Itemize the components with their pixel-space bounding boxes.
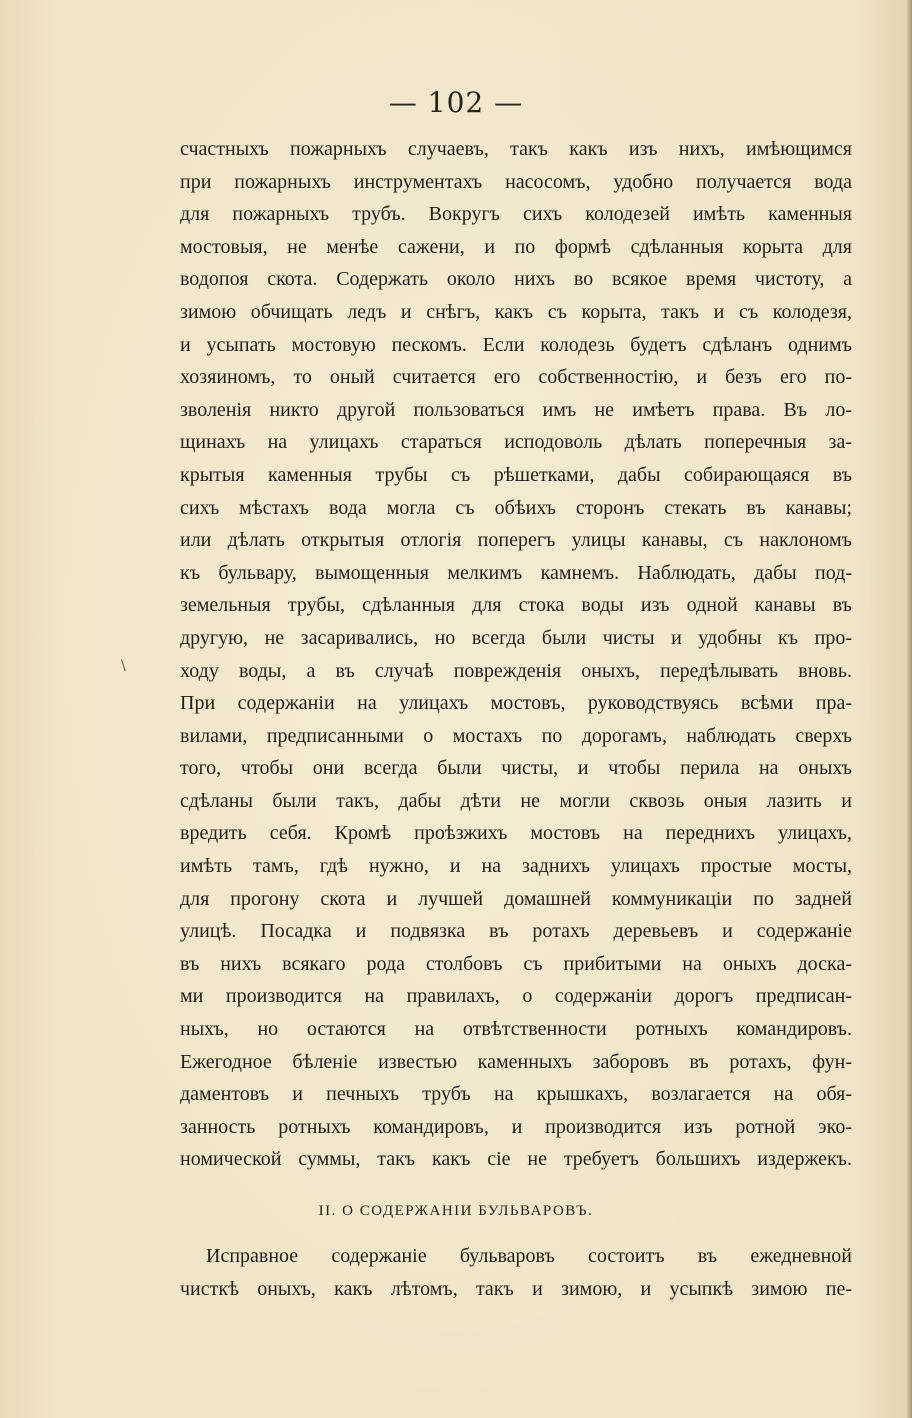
text-line: другую, не засаривались, но всегда были чисты и удобны къ про- — [180, 626, 852, 649]
section-heading: II. О СОДЕРЖАНІИ БУЛЬВАРОВЪ. — [318, 1203, 594, 1219]
margin-mark: \ — [121, 658, 126, 674]
text-line: имѣть тамъ, гдѣ нужно, и на заднихъ улицахъ простые мосты, — [180, 855, 852, 878]
text-line: хозяиномъ, то оный считается его собственностію, и безъ его по- — [180, 366, 852, 389]
section-text — [180, 1240, 852, 1306]
text-line: ныхъ, но остаются на отвѣтственности ротныхъ командировъ. — [180, 1018, 852, 1041]
text-line: зимою обчищать ледъ и снѣгъ, какъ съ корыта, такъ и съ колодезя, — [180, 300, 852, 323]
text-line: зволенія никто другой пользоваться имъ не имѣетъ права. Въ ло- — [180, 398, 852, 421]
body-text — [180, 133, 852, 1176]
text-line: для пожарныхъ трубъ. Вокругъ сихъ колодезей имѣть каменныя — [180, 203, 852, 226]
text-line: сдѣланы были такъ, дабы дѣти не могли сквозь оныя лазить и — [180, 789, 852, 812]
text-line: улицѣ. Посадка и подвязка въ ротахъ деревьевъ и содержаніе — [180, 920, 852, 943]
text-line: водопоя скота. Содержать около нихъ во всякое время чистоту, а — [180, 268, 852, 291]
text-line: вилами, предписанными о мостахъ по дорогамъ, наблюдать сверхъ — [180, 724, 852, 747]
text-line: при пожарныхъ инструментахъ насосомъ, удобно получается вода — [180, 170, 852, 193]
text-line: къ бульвару, вымощенныя мелкимъ камнемъ. Наблюдать, дабы под- — [180, 561, 852, 584]
text-line: счастныхъ пожарныхъ случаевъ, такъ какъ изъ нихъ, имѣющимся — [180, 138, 852, 160]
text-line: земельныя трубы, сдѣланныя для стока воды изъ одной канавы въ — [180, 594, 852, 617]
text-line: для прогону скота и лучшей домашней коммуникаціи по задней — [180, 887, 852, 910]
text-line: и усыпать мостовую пескомъ. Если колодезь будетъ сдѣланъ однимъ — [180, 333, 852, 356]
text-line: чисткѣ оныхъ, какъ лѣтомъ, такъ и зимою, и усыпкѣ зимою пе- — [180, 1278, 852, 1300]
text-line: ми производится на правилахъ, о содержаніи дорогъ предписан- — [180, 985, 852, 1008]
text-line: Ежегодное бѣленіе известью каменныхъ заборовъ въ ротахъ, фун- — [180, 1050, 852, 1073]
text-line: въ нихъ всякаго рода столбовъ съ прибитыми на оныхъ доска- — [180, 952, 852, 975]
text-line: номической суммы, такъ какъ сіе не требуетъ большихъ издержекъ. — [180, 1148, 852, 1171]
text-line: При содержаніи на улицахъ мостовъ, руководствуясь всѣми пра- — [180, 692, 852, 715]
text-line: занность ротныхъ командировъ, и производится изъ ротной эко- — [180, 1115, 852, 1138]
text-line: ходу воды, а въ случаѣ поврежденія оныхъ, передѣлывать вновь. — [180, 659, 852, 682]
text-line: крытыя каменныя трубы съ рѣшетками, дабы собирающаяся въ — [180, 463, 852, 486]
text-line: мостовыя, не менѣе сажени, и по формѣ сдѣланныя корыта для — [180, 235, 852, 258]
text-line: или дѣлать открытыя отлогія поперегъ улицы канавы, съ наклономъ — [180, 529, 852, 552]
text-line: Исправное содержаніе бульваровъ состоитъ въ ежедневной — [206, 1245, 852, 1267]
page-number: — 102 — — [388, 86, 524, 119]
text-line: того, чтобы они всегда были чисты, и чтобы перила на оныхъ — [180, 757, 852, 780]
text-line: даментовъ и печныхъ трубъ на крышкахъ, возлагается на обя- — [180, 1083, 852, 1106]
text-line: вредить себя. Кромѣ проѣзжихъ мостовъ на переднихъ улицахъ, — [180, 822, 852, 845]
text-line: сихъ мѣстахъ вода могла съ обѣихъ сторонъ стекать въ канавы; — [180, 496, 852, 519]
text-line: щинахъ на улицахъ стараться исподоволь дѣлать поперечныя за- — [180, 431, 852, 454]
